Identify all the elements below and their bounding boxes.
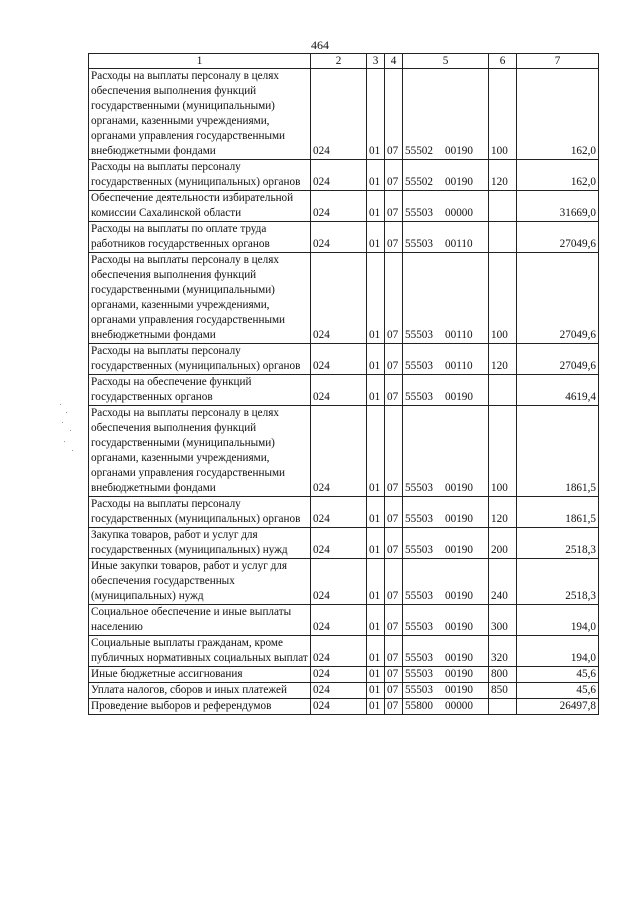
row-name-cell: Закупка товаров, работ и услуг для государственных (муниципальных) нужд: [89, 528, 311, 559]
expense-type-cell: [489, 222, 517, 253]
department-code-cell: 024: [311, 406, 367, 497]
expense-type-cell: 120: [489, 344, 517, 375]
target-article-cell: [403, 667, 489, 683]
amount-cell: 45,6: [517, 683, 599, 699]
row-name-cell: Расходы на обеспечение функций государственных органов: [89, 375, 311, 406]
subsection-code-cell: 07: [385, 375, 403, 406]
header-row: [89, 54, 599, 69]
department-code-cell: 024: [311, 528, 367, 559]
row-name-cell: Расходы на выплаты персоналу в целях обеспечения выполнения функций государственными (муниципальными) органами, казенными учреждениями, органами управления государственными внебюджетными фондами: [89, 406, 311, 497]
target-article-part-a: 55503: [405, 544, 433, 556]
row-name-cell: Обеспечение деятельности избирательной комиссии Сахалинской области: [89, 191, 311, 222]
subsection-code-cell: 07: [385, 191, 403, 222]
table-row: [89, 69, 599, 160]
department-code-cell: 024: [311, 160, 367, 191]
target-article-part-b: 00190: [445, 145, 473, 157]
row-name-cell: Расходы на выплаты персоналу в целях обеспечения выполнения функций государственными (муниципальными) органами, казенными учреждениями, органами управления государственными внебюджетными фондами: [89, 69, 311, 160]
subsection-code-cell: 07: [385, 344, 403, 375]
row-name-cell: Расходы на выплаты персоналу государственных (муниципальных) органов: [89, 160, 311, 191]
target-article-part-a: 55503: [405, 621, 433, 633]
table-row: [89, 160, 599, 191]
section-code-cell: 01: [367, 636, 385, 667]
section-code-cell: 01: [367, 222, 385, 253]
target-article-cell: [403, 406, 489, 497]
table-row: [89, 406, 599, 497]
target-article-cell: [403, 222, 489, 253]
target-article-part-a: 55503: [405, 207, 433, 219]
target-article-part-b: 00000: [445, 700, 473, 712]
department-code-cell: 024: [311, 253, 367, 344]
target-article-part-b: 00190: [445, 176, 473, 188]
target-article-cell: [403, 683, 489, 699]
target-article-cell: [403, 636, 489, 667]
row-name-cell: Социальные выплаты гражданам, кроме публичных нормативных социальных выплат: [89, 636, 311, 667]
subsection-code-cell: 07: [385, 222, 403, 253]
table-row: [89, 253, 599, 344]
header-cell: 1: [89, 54, 311, 69]
expense-type-cell: [489, 699, 517, 715]
target-article-cell: [403, 559, 489, 605]
section-code-cell: 01: [367, 528, 385, 559]
target-article-part-a: 55503: [405, 590, 433, 602]
target-article-part-b: 00190: [445, 513, 473, 525]
target-article-part-a: 55503: [405, 391, 433, 403]
section-code-cell: 01: [367, 406, 385, 497]
header-cell: 6: [489, 54, 517, 69]
row-name-cell: Расходы на выплаты персоналу в целях обеспечения выполнения функций государственными (муниципальными) органами, казенными учреждениями, органами управления государственными внебюджетными фондами: [89, 253, 311, 344]
target-article-part-b: 00190: [445, 482, 473, 494]
table-row: [89, 636, 599, 667]
target-article-cell: [403, 253, 489, 344]
target-article-part-b: 00190: [445, 621, 473, 633]
table-row: [89, 191, 599, 222]
target-article-part-b: 00000: [445, 207, 473, 219]
target-article-part-b: 00190: [445, 652, 473, 664]
expense-type-cell: 240: [489, 559, 517, 605]
amount-cell: 26497,8: [517, 699, 599, 715]
department-code-cell: 024: [311, 344, 367, 375]
table-row: [89, 605, 599, 636]
expense-type-cell: 100: [489, 69, 517, 160]
row-name-cell: Социальное обеспечение и иные выплаты населению: [89, 605, 311, 636]
subsection-code-cell: 07: [385, 497, 403, 528]
subsection-code-cell: 07: [385, 605, 403, 636]
row-name-cell: Расходы на выплаты персоналу государственных (муниципальных) органов: [89, 497, 311, 528]
budget-table: [88, 53, 599, 715]
table-row: [89, 222, 599, 253]
section-code-cell: 01: [367, 160, 385, 191]
expense-type-cell: 320: [489, 636, 517, 667]
target-article-part-b: 00190: [445, 590, 473, 602]
amount-cell: 194,0: [517, 605, 599, 636]
target-article-part-a: 55503: [405, 482, 433, 494]
expense-type-cell: 100: [489, 406, 517, 497]
target-article-cell: [403, 191, 489, 222]
department-code-cell: 024: [311, 375, 367, 406]
expense-type-cell: 850: [489, 683, 517, 699]
table-row: [89, 497, 599, 528]
amount-cell: 1861,5: [517, 497, 599, 528]
target-article-part-b: 00110: [445, 360, 473, 372]
target-article-part-b: 00190: [445, 684, 473, 696]
header-cell: 2: [311, 54, 367, 69]
amount-cell: 4619,4: [517, 375, 599, 406]
section-code-cell: 01: [367, 191, 385, 222]
header-cell: 4: [385, 54, 403, 69]
table-row: [89, 559, 599, 605]
subsection-code-cell: 07: [385, 683, 403, 699]
section-code-cell: 01: [367, 497, 385, 528]
expense-type-cell: [489, 191, 517, 222]
section-code-cell: 01: [367, 559, 385, 605]
expense-type-cell: [489, 375, 517, 406]
subsection-code-cell: 07: [385, 699, 403, 715]
expense-type-cell: 120: [489, 497, 517, 528]
table-row: [89, 344, 599, 375]
department-code-cell: 024: [311, 222, 367, 253]
department-code-cell: 024: [311, 605, 367, 636]
section-code-cell: 01: [367, 605, 385, 636]
target-article-cell: [403, 69, 489, 160]
expense-type-cell: 100: [489, 253, 517, 344]
amount-cell: 162,0: [517, 69, 599, 160]
amount-cell: 27049,6: [517, 344, 599, 375]
target-article-part-b: 00110: [445, 329, 473, 341]
target-article-cell: [403, 160, 489, 191]
target-article-part-a: 55800: [405, 700, 433, 712]
department-code-cell: 024: [311, 683, 367, 699]
table-row: [89, 699, 599, 715]
section-code-cell: 01: [367, 667, 385, 683]
table-row: [89, 667, 599, 683]
table-row: [89, 375, 599, 406]
target-article-part-a: 55503: [405, 668, 433, 680]
expense-type-cell: 300: [489, 605, 517, 636]
target-article-cell: [403, 605, 489, 636]
target-article-part-a: 55502: [405, 176, 433, 188]
department-code-cell: 024: [311, 636, 367, 667]
amount-cell: 27049,6: [517, 253, 599, 344]
amount-cell: 2518,3: [517, 528, 599, 559]
amount-cell: 27049,6: [517, 222, 599, 253]
subsection-code-cell: 07: [385, 69, 403, 160]
row-name-cell: Расходы на выплаты персоналу государственных (муниципальных) органов: [89, 344, 311, 375]
target-article-part-b: 00190: [445, 544, 473, 556]
expense-type-cell: 120: [489, 160, 517, 191]
department-code-cell: 024: [311, 559, 367, 605]
subsection-code-cell: 07: [385, 667, 403, 683]
amount-cell: 45,6: [517, 667, 599, 683]
section-code-cell: 01: [367, 344, 385, 375]
amount-cell: 194,0: [517, 636, 599, 667]
subsection-code-cell: 07: [385, 160, 403, 191]
subsection-code-cell: 07: [385, 636, 403, 667]
target-article-part-a: 55503: [405, 513, 433, 525]
header-cell: 5: [403, 54, 489, 69]
target-article-cell: [403, 497, 489, 528]
target-article-cell: [403, 699, 489, 715]
expense-type-cell: 200: [489, 528, 517, 559]
department-code-cell: 024: [311, 667, 367, 683]
subsection-code-cell: 07: [385, 253, 403, 344]
section-code-cell: 01: [367, 253, 385, 344]
page-number: 464: [311, 38, 329, 52]
department-code-cell: 024: [311, 497, 367, 528]
target-article-cell: [403, 344, 489, 375]
target-article-part-b: 00110: [445, 238, 473, 250]
target-article-part-b: 00190: [445, 391, 473, 403]
row-name-cell: Иные бюджетные ассигнования: [89, 667, 311, 683]
department-code-cell: 024: [311, 69, 367, 160]
row-name-cell: Иные закупки товаров, работ и услуг для обеспечения государственных (муниципальных) нужд: [89, 559, 311, 605]
target-article-part-a: 55503: [405, 652, 433, 664]
target-article-part-a: 55503: [405, 684, 433, 696]
section-code-cell: 01: [367, 683, 385, 699]
row-name-cell: Уплата налогов, сборов и иных платежей: [89, 683, 311, 699]
amount-cell: 162,0: [517, 160, 599, 191]
section-code-cell: 01: [367, 699, 385, 715]
table-row: [89, 528, 599, 559]
subsection-code-cell: 07: [385, 406, 403, 497]
target-article-part-a: 55502: [405, 145, 433, 157]
target-article-part-b: 00190: [445, 668, 473, 680]
department-code-cell: 024: [311, 191, 367, 222]
target-article-part-a: 55503: [405, 238, 433, 250]
amount-cell: 31669,0: [517, 191, 599, 222]
row-name-cell: Проведение выборов и референдумов: [89, 699, 311, 715]
target-article-cell: [403, 528, 489, 559]
section-code-cell: 01: [367, 375, 385, 406]
amount-cell: 1861,5: [517, 406, 599, 497]
expense-type-cell: 800: [489, 667, 517, 683]
table-row: [89, 683, 599, 699]
section-code-cell: 01: [367, 69, 385, 160]
department-code-cell: 024: [311, 699, 367, 715]
subsection-code-cell: 07: [385, 528, 403, 559]
target-article-part-a: 55503: [405, 360, 433, 372]
header-cell: 7: [517, 54, 599, 69]
subsection-code-cell: 07: [385, 559, 403, 605]
target-article-part-a: 55503: [405, 329, 433, 341]
target-article-cell: [403, 375, 489, 406]
row-name-cell: Расходы на выплаты по оплате труда работников государственных органов: [89, 222, 311, 253]
header-cell: 3: [367, 54, 385, 69]
scan-specks: [58, 400, 78, 460]
amount-cell: 2518,3: [517, 559, 599, 605]
